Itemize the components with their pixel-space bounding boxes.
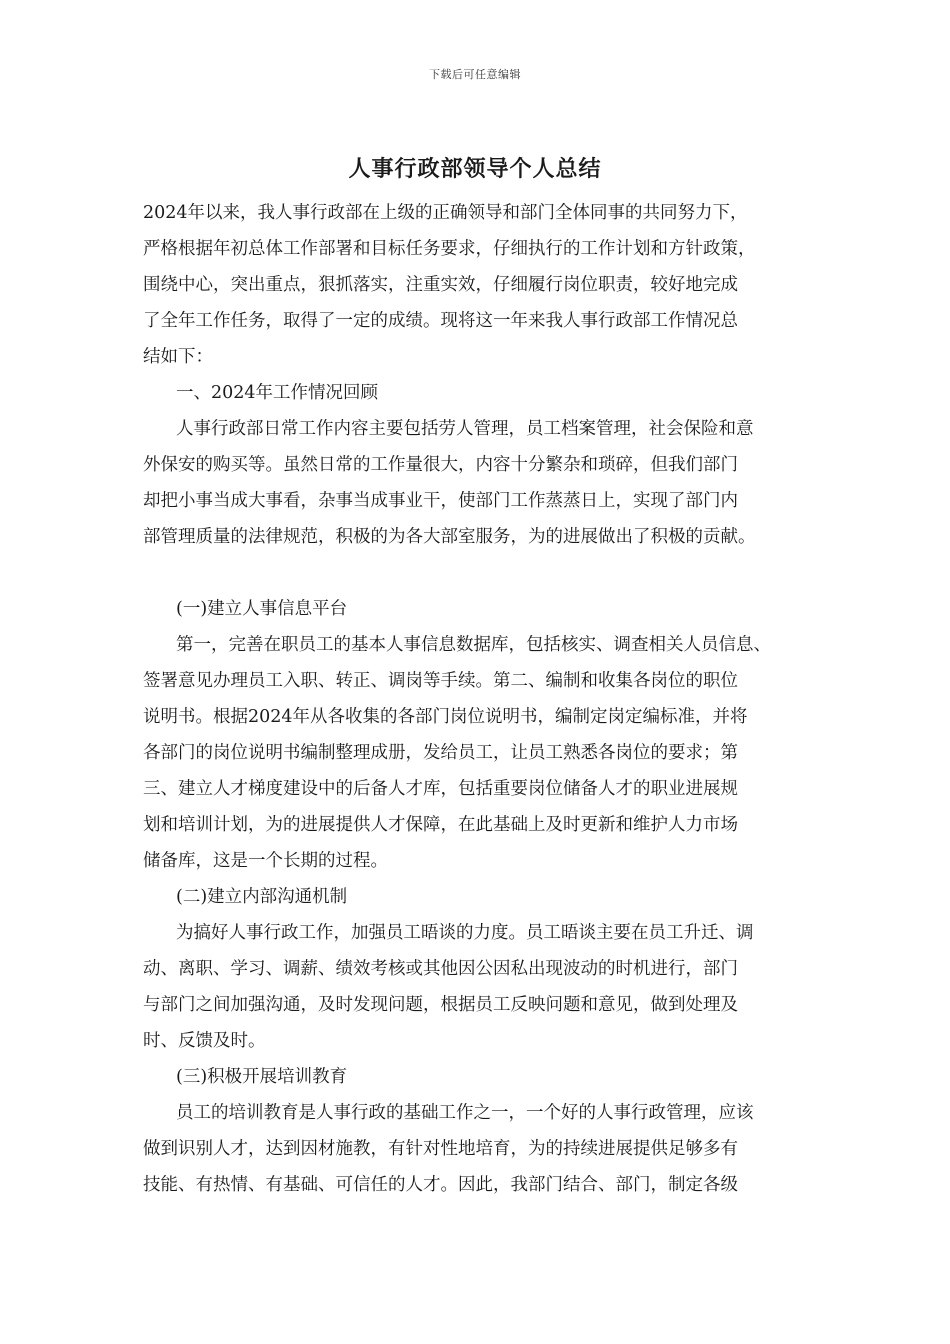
text-line: 动、离职、学习、调薪、绩效考核或其他因公因私出现波动的时机进行，部门 — [143, 959, 738, 979]
text-line: 三、建立人才梯度建设中的后备人才库，包括重要岗位储备人才的职业进展规 — [143, 779, 738, 799]
text-line: 2024年以来，我人事行政部在上级的正确领导和部门全体同事的共同努力下， — [143, 203, 748, 223]
text-line: 时、反馈及时。 — [143, 1031, 266, 1051]
text-line: 各部门的岗位说明书编制整理成册，发给员工，让员工熟悉各岗位的要求；第 — [143, 743, 738, 763]
paragraph — [143, 627, 823, 879]
text-line: 人事行政部日常工作内容主要包括劳人管理，员工档案管理，社会保险和意 — [176, 419, 754, 439]
text-line: 结如下： — [143, 347, 213, 367]
text-line: (三)积极开展培训教育 — [176, 1067, 348, 1087]
text-line: 签署意见办理员工入职、转正、调岗等手续。第二、编制和收集各岗位的职位 — [143, 671, 738, 691]
text-line: 了全年工作任务，取得了一定的成绩。现将这一年来我人事行政部工作情况总 — [143, 311, 738, 331]
document-body — [143, 195, 823, 1203]
paragraph — [143, 1059, 823, 1095]
text-line: (一)建立人事信息平台 — [176, 599, 348, 619]
text-line: 技能、有热情、有基础、可信任的人才。因此，我部门结合、部门，制定各级 — [143, 1175, 738, 1195]
paragraph — [143, 915, 823, 1059]
text-line: (二)建立内部沟通机制 — [176, 887, 348, 907]
paragraph — [143, 879, 823, 915]
paragraph — [143, 591, 823, 627]
paragraph — [143, 375, 823, 411]
text-line: 说明书。根据2024年从各收集的各部门岗位说明书，编制定岗定编标准，并将 — [143, 707, 748, 727]
text-line: 一、2024年工作情况回顾 — [176, 383, 379, 403]
text-line: 做到识别人才，达到因材施教，有针对性地培育，为的持续进展提供足够多有 — [143, 1139, 738, 1159]
text-line: 储备库，这是一个长期的过程。 — [143, 851, 388, 871]
text-line: 却把小事当成大事看，杂事当成事业干，使部门工作蒸蒸日上，实现了部门内 — [143, 491, 738, 511]
header-note: 下载后可任意编辑 — [429, 68, 521, 81]
paragraph — [143, 195, 823, 375]
text-line: 员工的培训教育是人事行政的基础工作之一，一个好的人事行政管理，应该 — [176, 1103, 754, 1123]
text-line: 外保安的购买等。虽然日常的工作量很大，内容十分繁杂和琐碎，但我们部门 — [143, 455, 738, 475]
text-line: 严格根据年初总体工作部署和目标任务要求，仔细执行的工作计划和方针政策， — [143, 239, 756, 259]
text-line: 第一，完善在职员工的基本人事信息数据库，包括核实、调查相关人员信息、 — [176, 635, 771, 655]
text-line: 围绕中心，突出重点，狠抓落实，注重实效，仔细履行岗位职责，较好地完成 — [143, 275, 738, 295]
text-line: 部管理质量的法律规范，积极的为各大部室服务，为的进展做出了积极的贡献。 — [143, 527, 756, 547]
document-title: 人事行政部领导个人总结 — [348, 156, 602, 182]
text-line: 为搞好人事行政工作，加强员工晤谈的力度。员工晤谈主要在员工升迁、调 — [176, 923, 754, 943]
text-line: 划和培训计划，为的进展提供人才保障，在此基础上及时更新和维护人力市场 — [143, 815, 738, 835]
paragraph-gap — [143, 555, 823, 591]
paragraph — [143, 1095, 823, 1203]
text-line: 与部门之间加强沟通，及时发现问题，根据员工反映问题和意见，做到处理及 — [143, 995, 738, 1015]
paragraph — [143, 411, 823, 555]
